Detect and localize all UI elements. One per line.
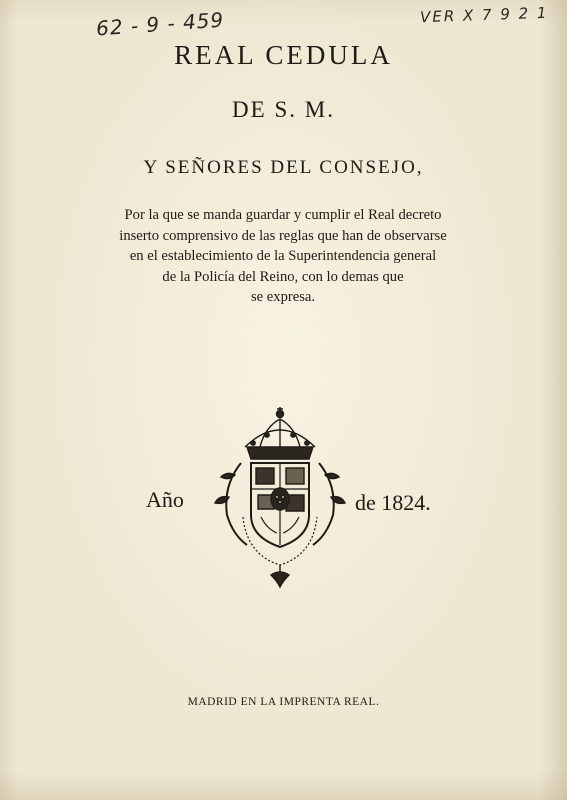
printer-imprint: MADRID EN LA IMPRENTA REAL. [187, 696, 380, 708]
description-line: inserto comprensivo de las reglas que han de observarse [119, 227, 447, 244]
document-description [98, 205, 468, 308]
description-line: Por la que se manda guardar y cumplir el Real decreto [124, 207, 442, 223]
description-line: se expresa. [250, 289, 316, 305]
year-label: Año [146, 487, 184, 512]
catalog-stamp-handwritten: VER X 7 9 2 1 [419, 3, 549, 27]
document-issuer: Y SEÑORES DEL CONSEJO, [143, 157, 424, 178]
royal-coat-of-arms-icon [205, 405, 355, 590]
description-line: de la Policía del Reino, con lo demas que [162, 268, 404, 285]
year-value: de 1824. [355, 490, 431, 515]
catalog-number-handwritten: 62 - 9 - 459 [95, 7, 225, 41]
document-title: REAL CEDULA [174, 40, 393, 70]
document-subtitle: DE S. M. [232, 97, 335, 122]
description-line: en el establecimiento de la Superintendencia general [129, 248, 437, 264]
